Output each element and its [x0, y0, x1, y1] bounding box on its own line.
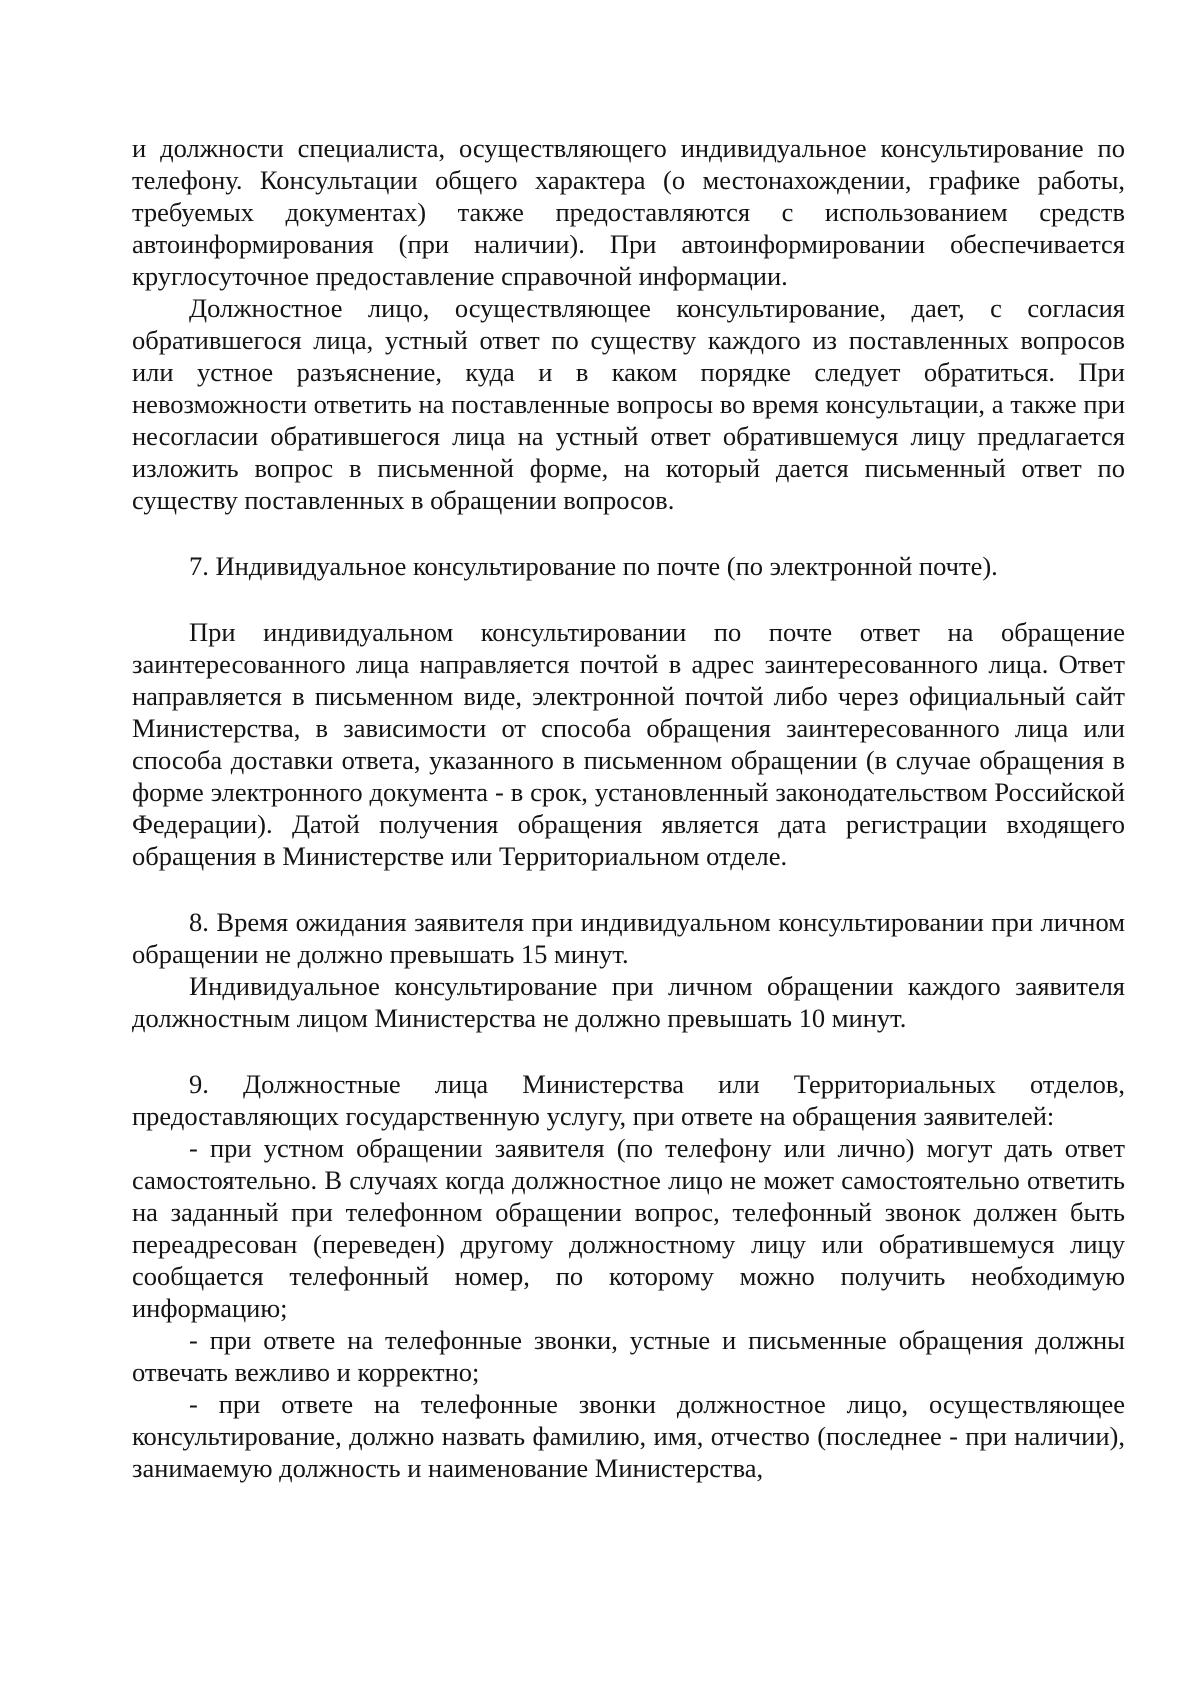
paragraph-2: Должностное лицо, осуществляющее консультирование, дает, с согласия обратившегося лица, устный ответ по существу каждого из поставленных вопросов или устное разъяснение, куда и в каком порядке следует обратиться. При невозможности ответить на поставленные вопросы во время консультации, а также при несогласии обратившегося лица на устный ответ обратившемуся лицу предлагается изложить вопрос в письменной форме, на который дается письменный ответ по существу поставленных в обращении вопросов.: [132, 293, 1125, 515]
paragraph-individual-consulting-time: Индивидуальное консультирование при личном обращении каждого заявителя должностным лицом Министерства не должно превышать 10 минут.: [132, 971, 1125, 1033]
document-body: [132, 132, 1125, 1484]
paragraph-1: и должности специалиста, осуществляющего индивидуальное консультирование по телефону. Консультации общего характера (о местонахождении, графике работы, требуемых документах) также предоставляются с использованием средств автоинформирования (при наличии). При автоинформировании обеспечивается круглосуточное предоставление справочной информации.: [132, 133, 1125, 291]
section-8-paragraph: 8. Время ожидания заявителя при индивидуальном консультировании при личном обращении не должно превышать 15 минут.: [132, 907, 1125, 969]
spacer: [132, 872, 1125, 906]
paragraph-mail-consulting: При индивидуальном консультировании по почте ответ на обращение заинтересованного лица направляется почтой в адрес заинтересованного лица. Ответ направляется в письменном виде, электронной почтой либо через официальный сайт Министерства, в зависимости от способа обращения заинтересованного лица или способа доставки ответа, указанного в письменном обращении (в случае обращения в форме электронного документа - в срок, установленный законодательством Российской Федерации). Датой получения обращения является дата регистрации входящего обращения в Министерстве или Территориальном отделе.: [132, 617, 1125, 871]
list-item-oral-request: - при устном обращении заявителя (по телефону или лично) могут дать ответ самостоятельно. В случаях когда должностное лицо не может самостоятельно ответить на заданный при телефонном обращении вопрос, телефонный звонок должен быть переадресован (переведен) другому должностному лицу или обратившемуся лицу сообщается телефонный номер, по которому можно получить необходимую информацию;: [132, 1133, 1125, 1323]
spacer: [132, 582, 1125, 616]
list-item-politeness: - при ответе на телефонные звонки, устные и письменные обращения должны отвечать вежливо и корректно;: [132, 1325, 1125, 1387]
spacer: [132, 1034, 1125, 1068]
section-7-heading: 7. Индивидуальное консультирование по почте (по электронной почте).: [189, 551, 998, 581]
list-item-phone-answer: - при ответе на телефонные звонки должностное лицо, осуществляющее консультирование, должно назвать фамилию, имя, отчество (последнее - при наличии), занимаемую должность и наименование Министерства,: [132, 1389, 1125, 1483]
section-9-paragraph: 9. Должностные лица Министерства или Территориальных отделов, предоставляющих государственную услугу, при ответе на обращения заявителей:: [132, 1069, 1125, 1131]
spacer: [132, 516, 1125, 550]
